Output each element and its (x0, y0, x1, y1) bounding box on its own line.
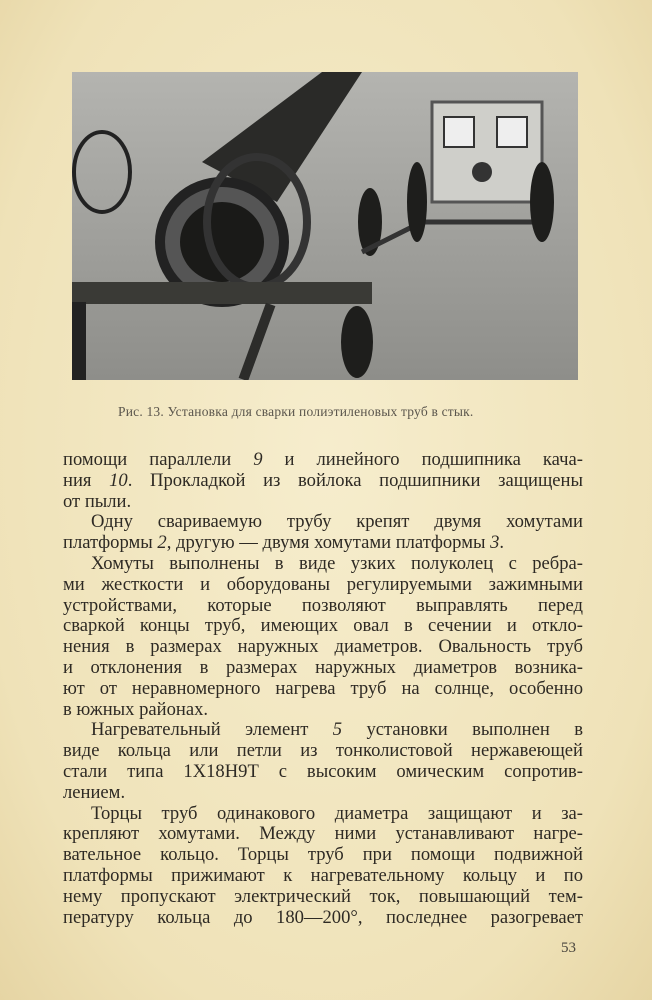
figure-reference-number: 2 (157, 532, 167, 554)
text-line (63, 575, 583, 596)
text-line (63, 700, 583, 721)
figure-photo-welding-setup (72, 72, 578, 380)
text-line (63, 596, 583, 617)
text-segment: Нагревательный элемент (91, 719, 333, 741)
text-segment: установки выполнен в (342, 719, 583, 741)
text-segment: помощи параллели (63, 449, 254, 470)
text-line (63, 887, 583, 908)
text-segment: нения в размерах наружных диаметров. Овальность труб (63, 636, 583, 658)
text-segment: пературу кольца до 180—200°, последнее разогревает (63, 906, 583, 928)
text-segment: ют от неравномерного нагрева труб на солнце, особенно (63, 677, 583, 699)
text-segment: платформы прижимают к нагревательному кольцу и по (63, 864, 583, 886)
text-line (63, 533, 583, 554)
text-line (63, 554, 583, 575)
text-segment: от пыли. (63, 490, 132, 512)
text-line (63, 720, 583, 741)
text-segment: Торцы труб одинакового диаметра защищают и за- (91, 802, 583, 824)
figure-reference-number: 10 (109, 469, 128, 491)
page-number: 53 (561, 940, 576, 956)
text-segment: крепляют хомутами. Между ними устанавливают нагре- (63, 823, 583, 845)
text-segment: ми жесткости и оборудованы регулируемыми зажимными (63, 573, 583, 595)
text-line (63, 679, 583, 700)
text-line (63, 866, 583, 887)
text-segment: в южных районах. (63, 698, 209, 720)
text-line (63, 908, 583, 929)
text-segment: стали типа 1Х18Н9Т с высоким омическим сопротив- (63, 760, 583, 782)
text-segment: Хомуты выполнены в виде узких полуколец с ребра- (91, 552, 583, 574)
text-line (63, 512, 583, 533)
text-segment: и отклонения в размерах наружных диаметров возника- (63, 656, 583, 678)
text-segment: сваркой концы труб, имеющих овал в сечении и откло- (63, 615, 583, 637)
text-line (63, 658, 583, 679)
text-line (63, 845, 583, 866)
text-segment: . Прокладкой из войлока подшипники защищены (127, 469, 583, 491)
figure-reference-number: 5 (332, 719, 343, 741)
text-segment: и линейного подшипника кача- (262, 449, 583, 470)
figure-reference-number: 3 (490, 532, 500, 554)
text-segment: Одну свариваемую трубу крепят двумя хомутами (91, 511, 583, 533)
text-segment: ния (63, 469, 110, 491)
text-segment: платформы (63, 532, 158, 554)
text-segment: виде кольца или петли из тонколистовой нержавеющей (63, 740, 583, 762)
text-line (63, 450, 583, 471)
text-line (63, 804, 583, 825)
text-segment: , другую — двумя хомутами платформы (166, 532, 491, 554)
text-line (63, 783, 583, 804)
text-segment: . (499, 532, 505, 554)
text-segment: устройствами, которые позволяют выправлять перед (63, 594, 583, 616)
figure-reference-number: 9 (253, 449, 263, 470)
text-segment: вательное кольцо. Торцы труб при помощи подвижной (63, 844, 583, 866)
text-line (63, 471, 583, 492)
body-text (63, 450, 583, 928)
text-line (63, 637, 583, 658)
text-line (63, 762, 583, 783)
text-line (63, 492, 583, 513)
figure-caption: Рис. 13. Установка для сварки полиэтиленовых труб в стык. (118, 404, 474, 419)
text-line (63, 616, 583, 637)
text-segment: нему пропускают электрический ток, повышающий тем- (63, 885, 583, 907)
text-segment: лением. (63, 781, 126, 803)
text-line (63, 824, 583, 845)
text-line (63, 741, 583, 762)
